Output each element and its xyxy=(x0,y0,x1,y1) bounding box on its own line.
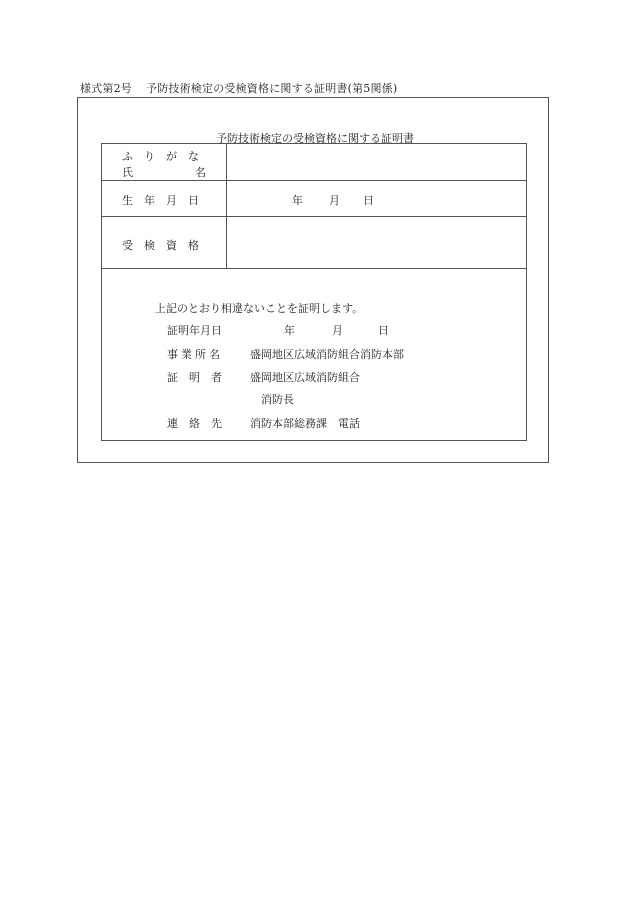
birthdate-input-cell[interactable] xyxy=(227,181,526,216)
office-value: 盛岡地区広域消防組合消防本部 xyxy=(250,348,404,361)
qualification-label-cell xyxy=(102,217,227,268)
certificate-table xyxy=(101,143,527,441)
certifier-value-org: 盛岡地区広域消防組合 xyxy=(250,371,360,384)
qualification-label: 受検資格 xyxy=(122,239,210,252)
certifier-label: 証明者 xyxy=(167,371,233,384)
cert-date-label: 証明年月日 xyxy=(167,324,222,337)
birthdate-row xyxy=(102,181,526,217)
certifier-value-title: 消防長 xyxy=(261,393,294,406)
form-header xyxy=(80,80,397,96)
contact-value: 消防本部総務課 電話 xyxy=(250,417,360,430)
name-label-last: 名 xyxy=(195,166,206,179)
birthdate-label-cell xyxy=(102,181,227,216)
qualification-input-cell[interactable] xyxy=(227,217,526,268)
certification-block xyxy=(102,269,526,440)
cert-date-day: 日 xyxy=(378,324,389,337)
form-number: 様式第2号 xyxy=(80,82,132,95)
name-input-cell[interactable] xyxy=(227,144,526,180)
certification-statement: 上記のとおり相違ないことを証明します。 xyxy=(155,302,364,315)
birth-day-label: 日 xyxy=(363,194,374,207)
contact-label: 連絡先 xyxy=(167,417,233,430)
form-header-title: 予防技術検定の受検資格に関する証明書(第5関係) xyxy=(146,82,398,95)
office-label: 事業所名 xyxy=(167,348,223,361)
name-label-cell xyxy=(102,144,227,180)
birth-month-label: 月 xyxy=(329,194,340,207)
name-label-first: 氏 xyxy=(122,166,133,179)
furigana-label: ふりがな xyxy=(122,150,210,163)
birthdate-label: 生年月日 xyxy=(122,194,210,207)
qualification-row xyxy=(102,217,526,269)
cert-date-year: 年 xyxy=(284,324,295,337)
form-title: 予防技術検定の受検資格に関する証明書 xyxy=(216,132,414,145)
birth-year-label: 年 xyxy=(292,194,303,207)
name-row xyxy=(102,144,526,181)
cert-date-month: 月 xyxy=(332,324,343,337)
